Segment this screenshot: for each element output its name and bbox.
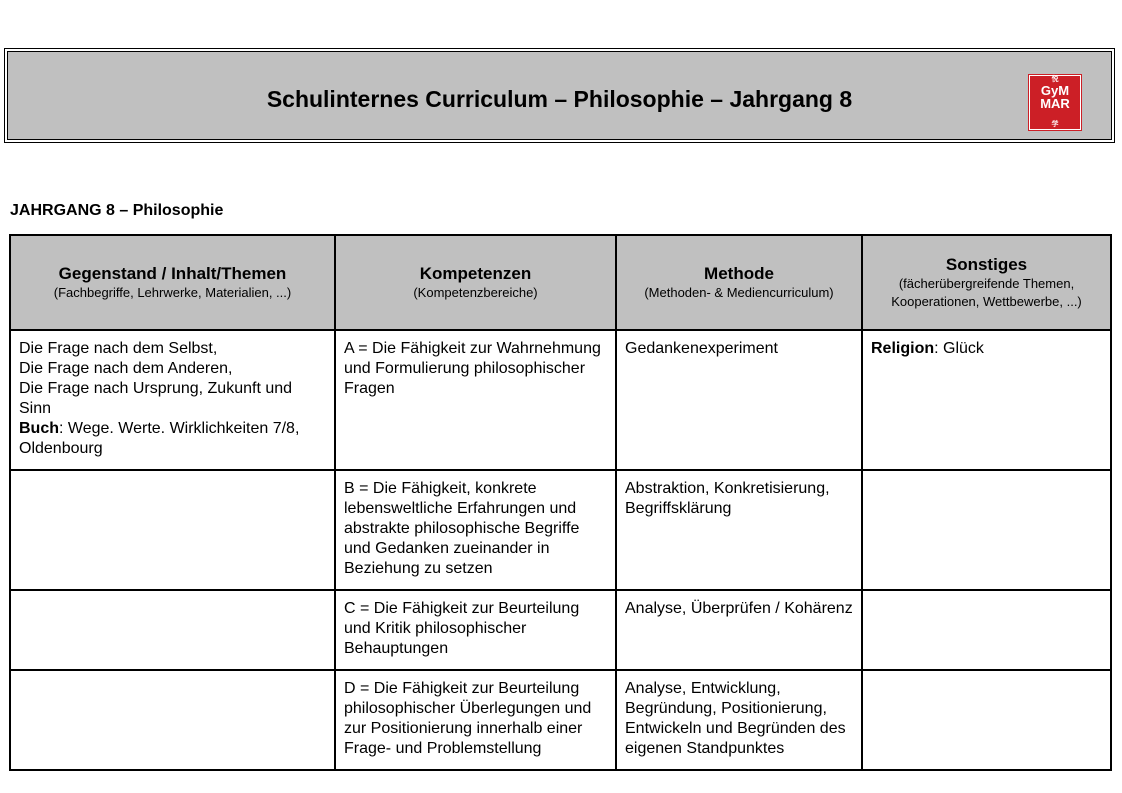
book-reference: [19, 419, 326, 459]
table-row: [10, 670, 1111, 770]
school-logo: [1029, 75, 1081, 130]
topic-line: Die Frage nach Ursprung, Zukunft und Sinn: [19, 380, 293, 417]
table-header-row: [10, 235, 1111, 330]
logo-line-2: MAR: [1040, 96, 1070, 111]
column-header-kompetenzen: [335, 235, 616, 330]
subject-label: Religion: [871, 340, 935, 357]
logo-line-1: GyM: [1040, 83, 1070, 98]
cell-sonstiges: [862, 330, 1111, 470]
column-subtitle: (Fachbegriffe, Lehrwerke, Materialien, ...): [53, 284, 292, 300]
topic-line: Die Frage nach dem Anderen,: [19, 360, 233, 377]
cell-gegenstand: [10, 590, 335, 670]
cell-gegenstand: [10, 670, 335, 770]
section-title: JAHRGANG 8 – Philosophie: [10, 202, 224, 219]
cell-methode: Analyse, Überprüfen / Kohärenz: [616, 590, 862, 670]
column-title: Kompetenzen: [419, 263, 532, 283]
logo-bottom-mark: 学: [1051, 121, 1059, 128]
logo-top-mark: 悦: [1051, 76, 1059, 83]
subject-text: : Glück: [934, 340, 984, 357]
cell-methode: Analyse, Entwicklung, Begründung, Positionierung, Entwickeln und Begründen des eigenen Standpunktes: [616, 670, 862, 770]
column-title: Sonstiges: [945, 254, 1028, 274]
table-row: [10, 330, 1111, 470]
column-title: Methode: [704, 263, 774, 283]
cell-gegenstand: [10, 330, 335, 470]
cell-kompetenz: C = Die Fähigkeit zur Beurteilung und Kritik philosophischer Behauptungen: [335, 590, 616, 670]
table-row: [10, 590, 1111, 670]
document-header: [4, 48, 1115, 143]
page-title: Schulinternes Curriculum – Philosophie – Jahrgang 8: [266, 86, 853, 112]
book-text: : Wege. Werte. Wirklichkeiten 7/8, Oldenbourg: [19, 420, 300, 457]
column-header-methode: [616, 235, 862, 330]
column-subtitle: (Methoden- & Mediencurriculum): [644, 284, 834, 300]
topic-line: Die Frage nach dem Selbst,: [19, 340, 218, 357]
header-banner: [7, 51, 1112, 140]
book-label: Buch: [19, 420, 59, 437]
cell-kompetenz: D = Die Fähigkeit zur Beurteilung philosophischer Überlegungen und zur Positionierung innerhalb einer Frage- und Problemstellung: [335, 670, 616, 770]
table-row: [10, 470, 1111, 590]
cell-sonstiges: [862, 590, 1111, 670]
column-subtitle: (fächerübergreifende Themen, Kooperationen, Wettbewerbe, ...): [891, 275, 1082, 309]
cell-methode: Gedankenexperiment: [616, 330, 862, 470]
column-header-sonstiges: [862, 235, 1111, 330]
cell-kompetenz: A = Die Fähigkeit zur Wahrnehmung und Formulierung philosophischer Fragen: [335, 330, 616, 470]
column-subtitle: (Kompetenzbereiche): [413, 284, 538, 300]
cell-methode: Abstraktion, Konkretisierung, Begriffsklärung: [616, 470, 862, 590]
column-title: Gegenstand / Inhalt/Themen: [58, 263, 287, 283]
curriculum-table: [9, 234, 1112, 771]
cell-sonstiges: [862, 470, 1111, 590]
cell-gegenstand: [10, 470, 335, 590]
column-header-gegenstand: [10, 235, 335, 330]
cell-kompetenz: B = Die Fähigkeit, konkrete lebensweltliche Erfahrungen und abstrakte philosophische Begriffe und Gedanken zueinander in Beziehung zu setzen: [335, 470, 616, 590]
cell-sonstiges: [862, 670, 1111, 770]
